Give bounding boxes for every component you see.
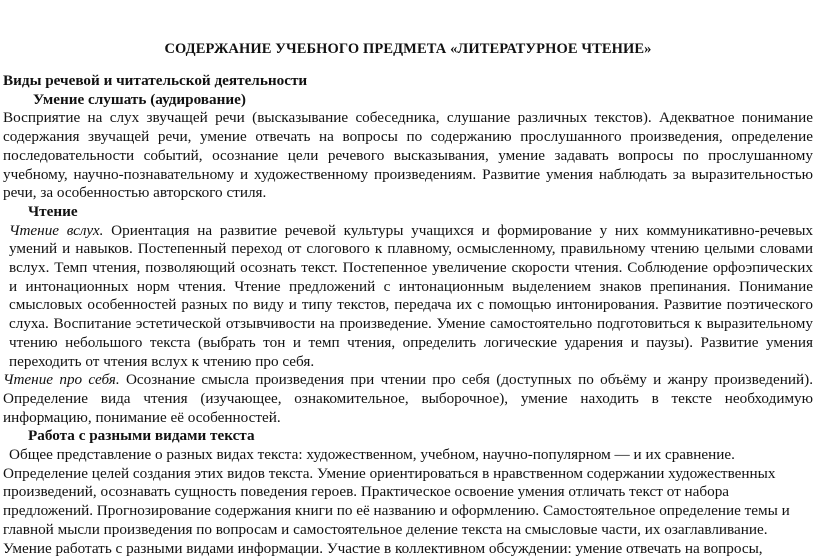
reading-aloud-paragraph	[3, 222, 813, 372]
reading-silent-label: Чтение про себя.	[3, 371, 120, 389]
text-types-line: произведений, осознавать сущность поведения героев. Практическое освоение умения отличать текст от набора	[3, 483, 730, 501]
document-body	[3, 72, 813, 558]
document-title: СОДЕРЖАНИЕ УЧЕБНОГО ПРЕДМЕТА «ЛИТЕРАТУРНОЕ ЧТЕНИЕ»	[164, 41, 652, 57]
reading-silent-text: Осознание смысла произведения при чтении про себя (доступных по объёму и жанру произведений). Определение вида чтения (изучающее, ознакомительное, выборочное), умение находить в тексте необходимую информацию, понимание её особенностей.	[3, 371, 813, 426]
text-types-line: главной мысли произведения по вопросам и самостоятельное деление текста на смысловые части, их озаглавливание.	[3, 520, 768, 538]
text-types-line: Общее представление о разных видах текста: художественном, учебном, научно-популярном — и их сравнение.	[9, 446, 735, 464]
text-types-line: предложений. Прогнозирование содержания книги по её названию и оформлению. Самостоятельное определение темы и	[3, 502, 790, 520]
section-heading: Виды речевой и читательской деятельности	[3, 72, 308, 89]
reading-silent-paragraph	[3, 371, 813, 427]
listening-heading: Умение слушать (аудирование)	[33, 90, 246, 108]
reading-heading: Чтение	[28, 202, 78, 220]
reading-aloud-label: Чтение вслух.	[9, 221, 104, 239]
listening-paragraph: Восприятие на слух звучащей речи (высказывание собеседника, слушание различных текстов). Адекватное понимание содержания звучащей речи, умение отвечать на вопросы по содержанию прослушанного произведения, определение последовательности событий, осознание цели речевого высказывания, умение задавать вопросы по прослушанному учебному, научно-познавательному и художественному произведениям. Развитие умения наблюдать за выразительностью речи, за особенностью авторского стиля.	[3, 109, 813, 202]
text-types-heading: Работа с разными видами текста	[28, 427, 255, 445]
reading-aloud-text: Ориентация на развитие речевой культуры учащихся и формирование у них коммуникативно-речевых умений и навыков. Постепенный переход от слогового к плавному, осмысленному, правильному чтению целыми словами вслух. Темп чтения, позволяющий осознать текст. Постепенное увеличение скорости чтения. Соблюдение орфоэпических и интонационных норм чтения. Чтение предложений с интонационным выделением знаков препинания. Понимание смысловых особенностей разных по виду и типу текстов, передача их с помощью интонирования. Развитие поэтического слуха. Воспитание эстетической отзывчивости на произведение. Умение самостоятельно подготовиться к выразительному чтению небольшого текста (выбрать тон и темп чтения, определить логические ударения и паузы). Развитие умения переходить от чтения вслух к чтению про себя.	[9, 221, 814, 370]
text-types-line: Определение целей создания этих видов текста. Умение ориентироваться в нравственном содержании художественных	[3, 464, 776, 482]
text-types-line: Умение работать с разными видами информации. Участие в коллективном обсуждении: умение отвечать на вопросы,	[3, 539, 763, 557]
